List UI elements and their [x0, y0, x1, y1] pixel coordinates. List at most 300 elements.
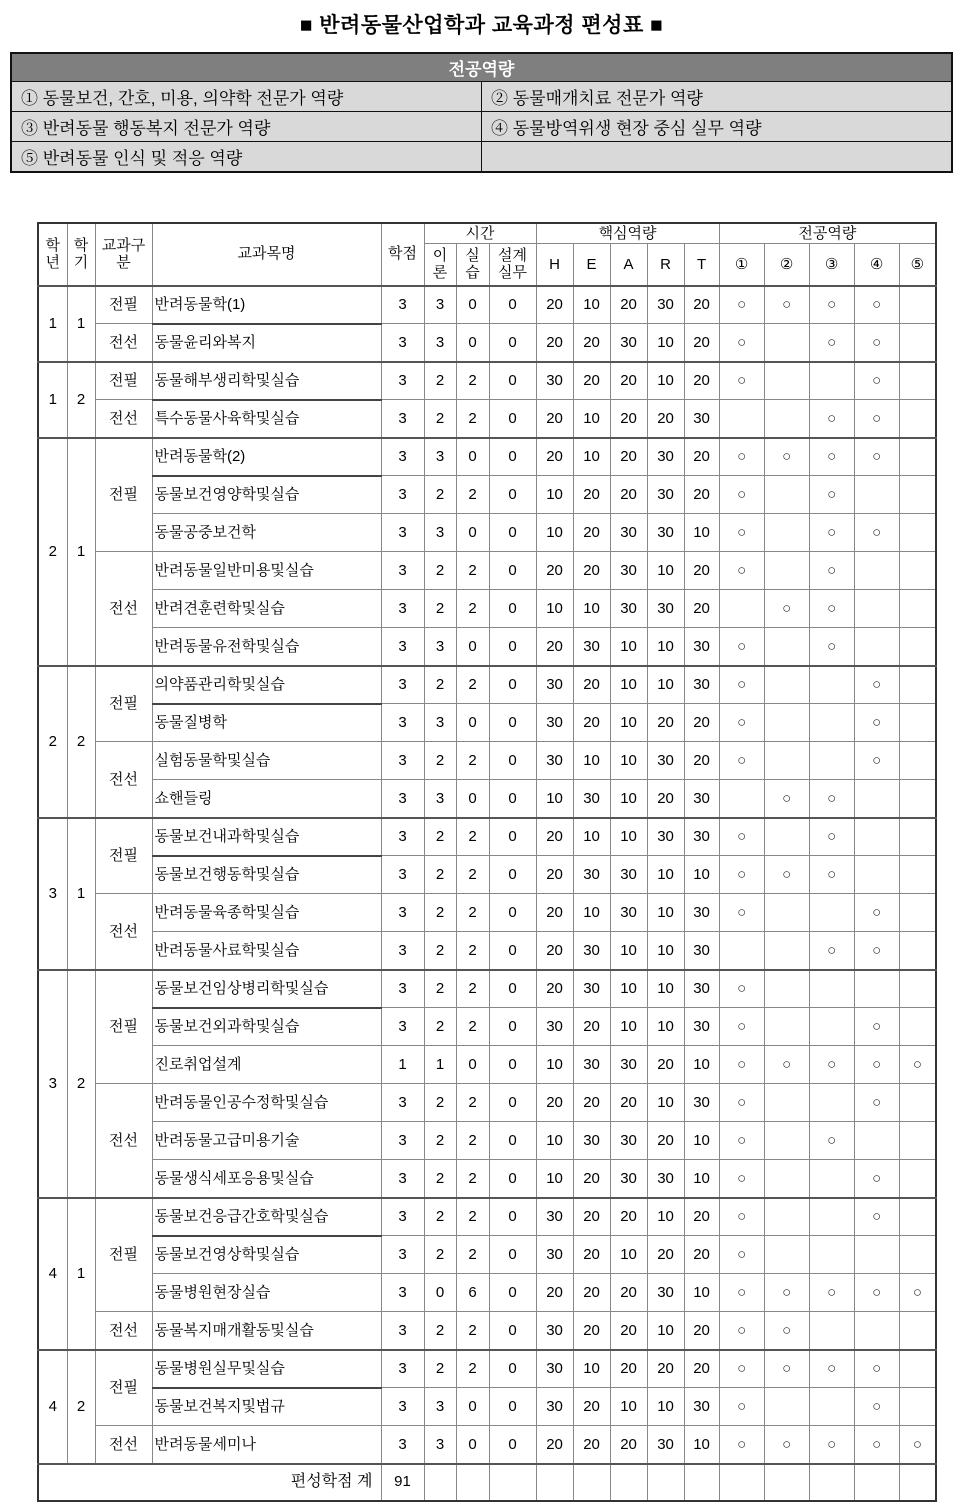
- hours-cell: 0: [489, 362, 536, 400]
- core-score-cell: 10: [684, 1122, 719, 1160]
- course-name-cell: 동물질병학: [152, 704, 381, 742]
- core-score-cell: 10: [647, 1084, 684, 1122]
- hours-cell: 2: [424, 1008, 456, 1046]
- core-score-cell: 30: [573, 628, 610, 666]
- core-score-cell: 20: [536, 438, 573, 476]
- competency-item: ⑤ 반려동물 인식 및 적응 역량: [11, 141, 482, 172]
- competency-item: ③ 반려동물 행동복지 전문가 역량: [11, 111, 482, 141]
- core-score-cell: 20: [647, 1236, 684, 1274]
- major-circle-cell: [854, 1236, 899, 1274]
- major-circle-cell: [899, 628, 936, 666]
- core-score-cell: 30: [684, 1008, 719, 1046]
- semester-cell: 1: [67, 438, 95, 666]
- core-score-cell: 10: [573, 742, 610, 780]
- year-cell: 1: [38, 286, 67, 362]
- major-circle-cell: [854, 628, 899, 666]
- hours-cell: 0: [456, 1388, 489, 1426]
- major-circle-cell: ○: [719, 704, 764, 742]
- course-row: [38, 666, 936, 704]
- major-circle-cell: [809, 1160, 854, 1198]
- major-circle-cell: [809, 704, 854, 742]
- competency-table: [10, 52, 953, 173]
- core-score-cell: 10: [536, 476, 573, 514]
- major-circle-cell: ○: [854, 362, 899, 400]
- credits-cell: 3: [381, 1426, 424, 1464]
- core-score-cell: 20: [684, 476, 719, 514]
- category-cell: 전선: [95, 1312, 152, 1350]
- core-score-cell: 10: [684, 1046, 719, 1084]
- year-cell: 3: [38, 818, 67, 970]
- major-circle-cell: [899, 1236, 936, 1274]
- core-score-cell: 20: [647, 704, 684, 742]
- credits-cell: 1: [381, 1046, 424, 1084]
- core-score-cell: 10: [610, 970, 647, 1008]
- major-circle-cell: [809, 1084, 854, 1122]
- core-score-cell: 10: [684, 856, 719, 894]
- total-empty-cell: [854, 1464, 899, 1501]
- credits-cell: 3: [381, 400, 424, 438]
- credits-cell: 3: [381, 1122, 424, 1160]
- col-header-semester: 학기: [67, 223, 95, 286]
- major-circle-cell: ○: [854, 1426, 899, 1464]
- hours-cell: 2: [424, 932, 456, 970]
- major-circle-cell: ○: [809, 324, 854, 362]
- core-score-cell: 20: [684, 742, 719, 780]
- semester-cell: 2: [67, 666, 95, 818]
- category-cell: 전선: [95, 552, 152, 666]
- hours-cell: 6: [456, 1274, 489, 1312]
- course-name-cell: 진로취업설계: [152, 1046, 381, 1084]
- course-row: [38, 1388, 936, 1426]
- core-score-cell: 20: [610, 1198, 647, 1236]
- course-row: [38, 970, 936, 1008]
- course-name-cell: 동물보건영양학및실습: [152, 476, 381, 514]
- total-credits-cell: 91: [381, 1464, 424, 1501]
- major-circle-cell: ○: [809, 1122, 854, 1160]
- major-circle-cell: ○: [764, 1274, 809, 1312]
- course-name-cell: 반려동물일반미용및실습: [152, 552, 381, 590]
- major-circle-cell: [899, 552, 936, 590]
- core-score-cell: 30: [647, 286, 684, 324]
- curriculum-table: [37, 222, 937, 1502]
- core-score-cell: 30: [647, 1426, 684, 1464]
- hours-cell: 2: [456, 1312, 489, 1350]
- major-circle-cell: ○: [809, 438, 854, 476]
- credits-cell: 3: [381, 818, 424, 856]
- col-header-major-4: ④: [854, 244, 899, 286]
- hours-cell: 0: [489, 1274, 536, 1312]
- total-empty-cell: [536, 1464, 573, 1501]
- credits-cell: 3: [381, 666, 424, 704]
- core-score-cell: 10: [610, 1008, 647, 1046]
- hours-cell: 0: [456, 438, 489, 476]
- major-circle-cell: [764, 514, 809, 552]
- major-circle-cell: [764, 1160, 809, 1198]
- course-row: [38, 932, 936, 970]
- hours-cell: 2: [456, 932, 489, 970]
- col-header-T: T: [684, 244, 719, 286]
- col-header-major-5: ⑤: [899, 244, 936, 286]
- semester-cell: 1: [67, 818, 95, 970]
- semester-cell: 1: [67, 286, 95, 362]
- hours-cell: 2: [456, 666, 489, 704]
- hours-cell: 2: [424, 1198, 456, 1236]
- major-circle-cell: ○: [899, 1426, 936, 1464]
- core-score-cell: 20: [536, 970, 573, 1008]
- major-circle-cell: ○: [854, 932, 899, 970]
- major-circle-cell: [764, 324, 809, 362]
- course-name-cell: 동물생식세포응용및실습: [152, 1160, 381, 1198]
- hours-cell: 2: [424, 1084, 456, 1122]
- competency-row: [11, 141, 952, 172]
- core-score-cell: 30: [536, 1388, 573, 1426]
- core-score-cell: 10: [647, 1008, 684, 1046]
- core-score-cell: 20: [573, 704, 610, 742]
- major-circle-cell: [809, 742, 854, 780]
- core-score-cell: 20: [610, 1350, 647, 1388]
- core-score-cell: 20: [684, 1350, 719, 1388]
- curriculum-body: [38, 286, 936, 1464]
- year-cell: 1: [38, 362, 67, 438]
- competency-item: ① 동물보건, 간호, 미용, 의약학 전문가 역량: [11, 81, 482, 111]
- core-score-cell: 10: [573, 400, 610, 438]
- major-circle-cell: ○: [899, 1274, 936, 1312]
- course-row: [38, 1350, 936, 1388]
- core-score-cell: 30: [684, 400, 719, 438]
- core-score-cell: 10: [647, 932, 684, 970]
- major-circle-cell: [764, 704, 809, 742]
- major-circle-cell: [899, 324, 936, 362]
- core-score-cell: 10: [536, 1046, 573, 1084]
- core-score-cell: 20: [573, 362, 610, 400]
- major-circle-cell: ○: [809, 780, 854, 818]
- course-row: [38, 590, 936, 628]
- major-circle-cell: ○: [854, 704, 899, 742]
- core-score-cell: 10: [647, 1312, 684, 1350]
- course-row: [38, 400, 936, 438]
- major-circle-cell: ○: [719, 628, 764, 666]
- major-circle-cell: ○: [764, 1350, 809, 1388]
- core-score-cell: 30: [647, 818, 684, 856]
- major-circle-cell: ○: [899, 1046, 936, 1084]
- core-score-cell: 30: [684, 780, 719, 818]
- hours-cell: 2: [456, 894, 489, 932]
- hours-cell: 0: [489, 1312, 536, 1350]
- year-cell: 2: [38, 666, 67, 818]
- semester-cell: 2: [67, 362, 95, 438]
- core-score-cell: 30: [536, 704, 573, 742]
- core-score-cell: 20: [684, 552, 719, 590]
- major-circle-cell: [899, 1388, 936, 1426]
- major-circle-cell: ○: [719, 1198, 764, 1236]
- major-circle-cell: [764, 476, 809, 514]
- hours-cell: 0: [489, 1046, 536, 1084]
- hours-cell: 0: [489, 438, 536, 476]
- hours-cell: 2: [424, 590, 456, 628]
- core-score-cell: 20: [647, 400, 684, 438]
- major-circle-cell: [899, 1122, 936, 1160]
- course-name-cell: 동물보건행동학및실습: [152, 856, 381, 894]
- curriculum-header-row-1: [38, 223, 936, 244]
- major-circle-cell: ○: [854, 1084, 899, 1122]
- core-score-cell: 30: [647, 590, 684, 628]
- core-score-cell: 20: [684, 286, 719, 324]
- total-empty-cell: [610, 1464, 647, 1501]
- core-score-cell: 10: [573, 894, 610, 932]
- category-cell: 전필: [95, 970, 152, 1084]
- major-circle-cell: ○: [854, 1008, 899, 1046]
- hours-cell: 2: [424, 742, 456, 780]
- hours-cell: 3: [424, 514, 456, 552]
- course-name-cell: 동물보건응급간호학및실습: [152, 1198, 381, 1236]
- major-circle-cell: [899, 1350, 936, 1388]
- major-circle-cell: ○: [809, 514, 854, 552]
- year-cell: 4: [38, 1198, 67, 1350]
- major-circle-cell: ○: [809, 1274, 854, 1312]
- category-cell: 전필: [95, 818, 152, 894]
- course-row: [38, 514, 936, 552]
- course-row: [38, 1122, 936, 1160]
- core-score-cell: 10: [684, 1274, 719, 1312]
- course-name-cell: 반려동물사료학및실습: [152, 932, 381, 970]
- major-circle-cell: [764, 1236, 809, 1274]
- credits-cell: 3: [381, 324, 424, 362]
- core-score-cell: 20: [536, 856, 573, 894]
- major-circle-cell: [764, 628, 809, 666]
- core-score-cell: 20: [573, 1008, 610, 1046]
- hours-cell: 3: [424, 1388, 456, 1426]
- major-circle-cell: [899, 818, 936, 856]
- major-circle-cell: [854, 780, 899, 818]
- credits-cell: 3: [381, 1350, 424, 1388]
- major-circle-cell: [809, 1008, 854, 1046]
- core-score-cell: 20: [610, 476, 647, 514]
- hours-cell: 2: [424, 362, 456, 400]
- core-score-cell: 30: [684, 628, 719, 666]
- hours-cell: 0: [489, 818, 536, 856]
- major-circle-cell: [719, 932, 764, 970]
- core-score-cell: 10: [647, 856, 684, 894]
- core-score-cell: 10: [573, 438, 610, 476]
- hours-cell: 2: [456, 362, 489, 400]
- core-score-cell: 30: [684, 970, 719, 1008]
- major-circle-cell: ○: [809, 856, 854, 894]
- course-name-cell: 동물보건영상학및실습: [152, 1236, 381, 1274]
- total-empty-cell: [424, 1464, 456, 1501]
- major-circle-cell: ○: [719, 438, 764, 476]
- hours-cell: 2: [424, 856, 456, 894]
- course-name-cell: 동물보건외과학및실습: [152, 1008, 381, 1046]
- major-circle-cell: [899, 1084, 936, 1122]
- core-score-cell: 30: [610, 514, 647, 552]
- col-header-year: 학년: [38, 223, 67, 286]
- category-cell: 전선: [95, 894, 152, 970]
- hours-cell: 0: [489, 742, 536, 780]
- competency-header-row: [11, 53, 952, 81]
- major-circle-cell: ○: [764, 1312, 809, 1350]
- major-circle-cell: [764, 1388, 809, 1426]
- core-score-cell: 20: [610, 1084, 647, 1122]
- core-score-cell: 10: [573, 590, 610, 628]
- core-score-cell: 20: [573, 476, 610, 514]
- major-circle-cell: [809, 1236, 854, 1274]
- core-score-cell: 20: [573, 324, 610, 362]
- semester-cell: 1: [67, 1198, 95, 1350]
- hours-cell: 0: [489, 1084, 536, 1122]
- credits-cell: 3: [381, 742, 424, 780]
- core-score-cell: 30: [647, 1274, 684, 1312]
- core-score-cell: 30: [536, 666, 573, 704]
- core-score-cell: 20: [536, 400, 573, 438]
- course-row: [38, 894, 936, 932]
- major-circle-cell: ○: [809, 552, 854, 590]
- major-circle-cell: [764, 1122, 809, 1160]
- major-circle-cell: ○: [854, 1198, 899, 1236]
- core-score-cell: 10: [536, 1122, 573, 1160]
- major-circle-cell: ○: [809, 590, 854, 628]
- major-circle-cell: ○: [854, 286, 899, 324]
- major-circle-cell: [899, 932, 936, 970]
- major-circle-cell: ○: [719, 1236, 764, 1274]
- core-score-cell: 20: [647, 780, 684, 818]
- core-score-cell: 20: [647, 1350, 684, 1388]
- core-score-cell: 30: [610, 324, 647, 362]
- major-circle-cell: [854, 1312, 899, 1350]
- category-cell: 전필: [95, 666, 152, 742]
- major-circle-cell: ○: [719, 1388, 764, 1426]
- hours-cell: 0: [489, 856, 536, 894]
- col-header-credits: 학점: [381, 223, 424, 286]
- course-row: [38, 324, 936, 362]
- major-circle-cell: ○: [809, 932, 854, 970]
- core-score-cell: 30: [647, 514, 684, 552]
- core-score-cell: 20: [610, 438, 647, 476]
- major-circle-cell: ○: [719, 514, 764, 552]
- core-score-cell: 10: [647, 666, 684, 704]
- major-circle-cell: [899, 742, 936, 780]
- total-empty-cell: [684, 1464, 719, 1501]
- core-score-cell: 20: [536, 894, 573, 932]
- col-header-A: A: [610, 244, 647, 286]
- course-name-cell: 동물복지매개활동및실습: [152, 1312, 381, 1350]
- major-circle-cell: [764, 552, 809, 590]
- major-circle-cell: ○: [809, 1426, 854, 1464]
- core-score-cell: 20: [610, 362, 647, 400]
- category-cell: 전선: [95, 1426, 152, 1464]
- course-name-cell: 반려동물유전학및실습: [152, 628, 381, 666]
- hours-cell: 2: [456, 1198, 489, 1236]
- major-circle-cell: [899, 286, 936, 324]
- course-row: [38, 1236, 936, 1274]
- major-circle-cell: [854, 552, 899, 590]
- major-circle-cell: ○: [719, 666, 764, 704]
- major-circle-cell: [809, 362, 854, 400]
- hours-cell: 0: [489, 1008, 536, 1046]
- major-circle-cell: ○: [764, 780, 809, 818]
- major-circle-cell: ○: [719, 1008, 764, 1046]
- core-score-cell: 20: [647, 1122, 684, 1160]
- major-circle-cell: ○: [764, 286, 809, 324]
- core-score-cell: 30: [684, 894, 719, 932]
- core-score-cell: 10: [684, 1426, 719, 1464]
- core-score-cell: 10: [536, 590, 573, 628]
- major-circle-cell: [719, 590, 764, 628]
- hours-cell: 2: [424, 552, 456, 590]
- major-circle-cell: [719, 400, 764, 438]
- major-circle-cell: [809, 894, 854, 932]
- total-empty-cell: [719, 1464, 764, 1501]
- core-score-cell: 30: [610, 1160, 647, 1198]
- total-empty-cell: [899, 1464, 936, 1501]
- course-row: [38, 1046, 936, 1084]
- major-circle-cell: ○: [719, 970, 764, 1008]
- hours-cell: 2: [424, 666, 456, 704]
- hours-cell: 2: [424, 818, 456, 856]
- course-name-cell: 동물보건임상병리학및실습: [152, 970, 381, 1008]
- core-score-cell: 20: [610, 1274, 647, 1312]
- hours-cell: 2: [456, 818, 489, 856]
- col-header-course-name: 교과목명: [152, 223, 381, 286]
- hours-cell: 0: [456, 324, 489, 362]
- major-circle-cell: [764, 932, 809, 970]
- core-score-cell: 20: [610, 1312, 647, 1350]
- major-circle-cell: ○: [719, 742, 764, 780]
- core-score-cell: 20: [684, 1236, 719, 1274]
- course-row: [38, 856, 936, 894]
- course-name-cell: 반려동물육종학및실습: [152, 894, 381, 932]
- credits-cell: 3: [381, 1388, 424, 1426]
- credits-cell: 3: [381, 1274, 424, 1312]
- category-cell: 전필: [95, 1350, 152, 1426]
- hours-cell: 3: [424, 628, 456, 666]
- core-score-cell: 30: [573, 1046, 610, 1084]
- hours-cell: 2: [456, 1008, 489, 1046]
- course-name-cell: 동물해부생리학및실습: [152, 362, 381, 400]
- course-name-cell: 반려동물인공수정학및실습: [152, 1084, 381, 1122]
- major-circle-cell: [764, 742, 809, 780]
- credits-cell: 3: [381, 362, 424, 400]
- core-score-cell: 30: [684, 932, 719, 970]
- col-header-design: 설계실무: [489, 244, 536, 286]
- major-circle-cell: [809, 1312, 854, 1350]
- hours-cell: 0: [424, 1274, 456, 1312]
- credits-cell: 3: [381, 1160, 424, 1198]
- credits-cell: 3: [381, 1236, 424, 1274]
- core-score-cell: 30: [684, 1084, 719, 1122]
- core-score-cell: 30: [536, 1350, 573, 1388]
- course-name-cell: 동물보건복지및법규: [152, 1388, 381, 1426]
- col-header-R: R: [647, 244, 684, 286]
- core-score-cell: 20: [536, 1426, 573, 1464]
- major-circle-cell: ○: [719, 894, 764, 932]
- major-circle-cell: ○: [809, 818, 854, 856]
- category-cell: 전선: [95, 400, 152, 438]
- credits-cell: 3: [381, 704, 424, 742]
- year-cell: 2: [38, 438, 67, 666]
- core-score-cell: 20: [573, 1084, 610, 1122]
- major-circle-cell: [764, 894, 809, 932]
- core-score-cell: 30: [573, 1122, 610, 1160]
- course-name-cell: 반려동물학(2): [152, 438, 381, 476]
- category-cell: 전선: [95, 324, 152, 362]
- core-score-cell: 20: [536, 1274, 573, 1312]
- major-circle-cell: ○: [764, 856, 809, 894]
- total-empty-cell: [489, 1464, 536, 1501]
- core-score-cell: 20: [573, 1274, 610, 1312]
- hours-cell: 0: [489, 514, 536, 552]
- core-score-cell: 20: [647, 1046, 684, 1084]
- major-circle-cell: [809, 666, 854, 704]
